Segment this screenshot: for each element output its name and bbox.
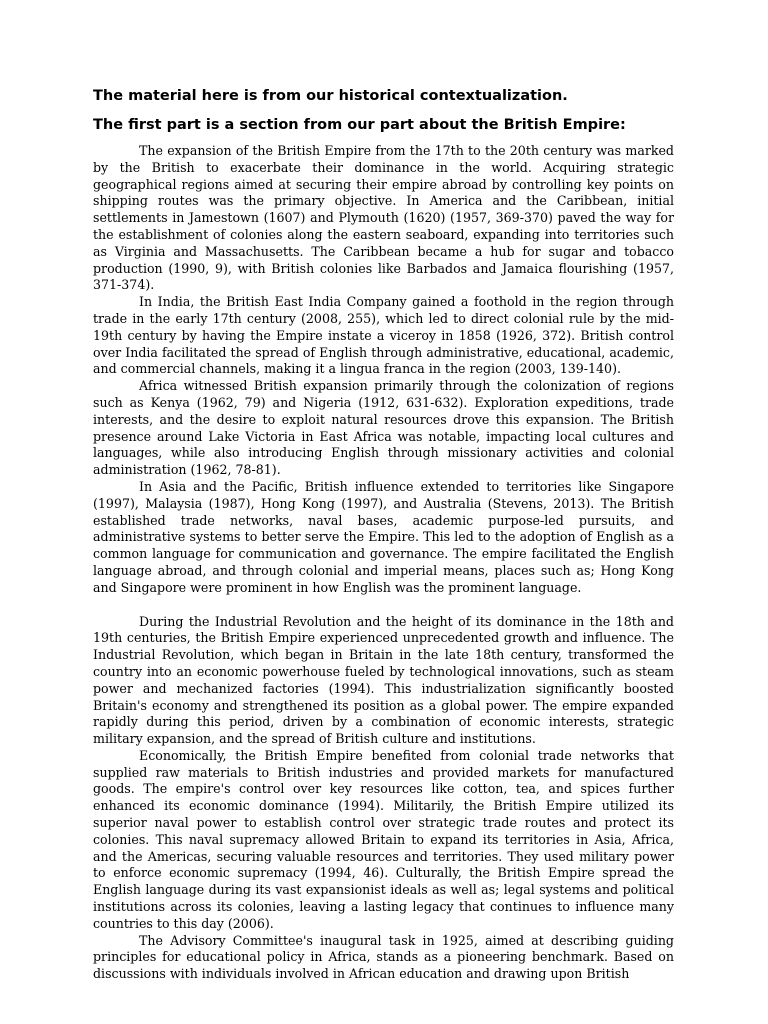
paragraph-expansion: The expansion of the British Empire from the 17th to the 20th century was marked by the British to exacerbate their dominance in the world. Acquiring strategic geographical regions aimed at securing their empire abroad by controlling key points on shipping routes was the primary objective. In America and the Caribbean, initial settlements in Jamestown (1607) and Plymouth (1620) (1957, 369-370) paved the way for the establishment of colonies along the eastern seaboard, expanding into territories such as Virginia and Massachusetts. The Caribbean became a hub for sugar and tobacco production (1990, 9), with British colonies like Barbados and Jamaica flourishing (1957, 371-374). [93, 143, 674, 293]
paragraph-economic: Economically, the British Empire benefited from colonial trade networks that supplied raw materials to British industries and provided markets for manufactured goods. The empire's control over key resources like cotton, tea, and spices further enhanced its economic dominance (1994). Militarily, the British Empire utilized its superior naval power to establish control over strategic trade routes and protect its colonies. This naval supremacy allowed Britain to expand its territories in Asia, Africa, and the Americas, securing valuable resources and territories. They used military power to enforce economic supremacy (1994, 46). Culturally, the British Empire spread the English language during its vast expansionist ideals as well as; legal systems and political institutions across its colonies, leaving a lasting legacy that continues to influence many countries to this day (2006). [93, 747, 674, 931]
paragraph-africa: Africa witnessed British expansion primarily through the colonization of regions such as Kenya (1962, 79) and Nigeria (1912, 631-632). Exploration expeditions, trade interests, and the desire to exploit natural resources drove this expansion. The British presence around Lake Victoria in East Africa was notable, impacting local cultures and languages, while also introducing English through missionary activities and colonial administration (1962, 78-81). [93, 378, 674, 478]
paragraph-spacer [93, 597, 674, 614]
document-body [93, 143, 674, 983]
paragraph-industrial-revolution: During the Industrial Revolution and the height of its dominance in the 18th and 19th centuries, the British Empire experienced unprecedented growth and influence. The Industrial Revolution, which began in Britain in the late 18th century, transformed the country into an economic powerhouse fueled by technological innovations, such as steam power and mechanized factories (1994). This industrialization significantly boosted Britain's economy and strengthened its position as a global power. The empire expanded rapidly during this period, driven by a combination of economic interests, strategic military expansion, and the spread of British culture and institutions. [93, 613, 674, 747]
paragraph-asia-pacific: In Asia and the Pacific, British influence extended to territories like Singapore (1997), Malaysia (1987), Hong Kong (1997), and Australia (Stevens, 2013). The British established trade networks, naval bases, academic purpose-led pursuits, and administrative systems to better serve the Empire. This led to the adoption of English as a common language for communication and governance. The empire facilitated the English language abroad, and through colonial and imperial means, places such as; Hong Kong and Singapore were prominent in how English was the prominent language. [93, 478, 674, 595]
document-page [93, 86, 674, 983]
paragraph-india: In India, the British East India Company gained a foothold in the region through trade in the early 17th century (2008, 255), which led to direct colonial rule by the mid-19th century by having the Empire instate a viceroy in 1858 (1926, 372). British control over India facilitated the spread of English through administrative, educational, academic, and commercial channels, making it a lingua franca in the region (2003, 139-140). [93, 294, 674, 377]
section-heading: The first part is a section from our part about the British Empire: [93, 117, 626, 133]
page-heading: The material here is from our historical contextualization. [93, 88, 568, 104]
paragraph-advisory-committee: The Advisory Committee's inaugural task in 1925, aimed at describing guiding principles for educational policy in Africa, stands as a pioneering benchmark. Based on discussions with individuals involved in African education and drawing upon British [93, 932, 674, 982]
